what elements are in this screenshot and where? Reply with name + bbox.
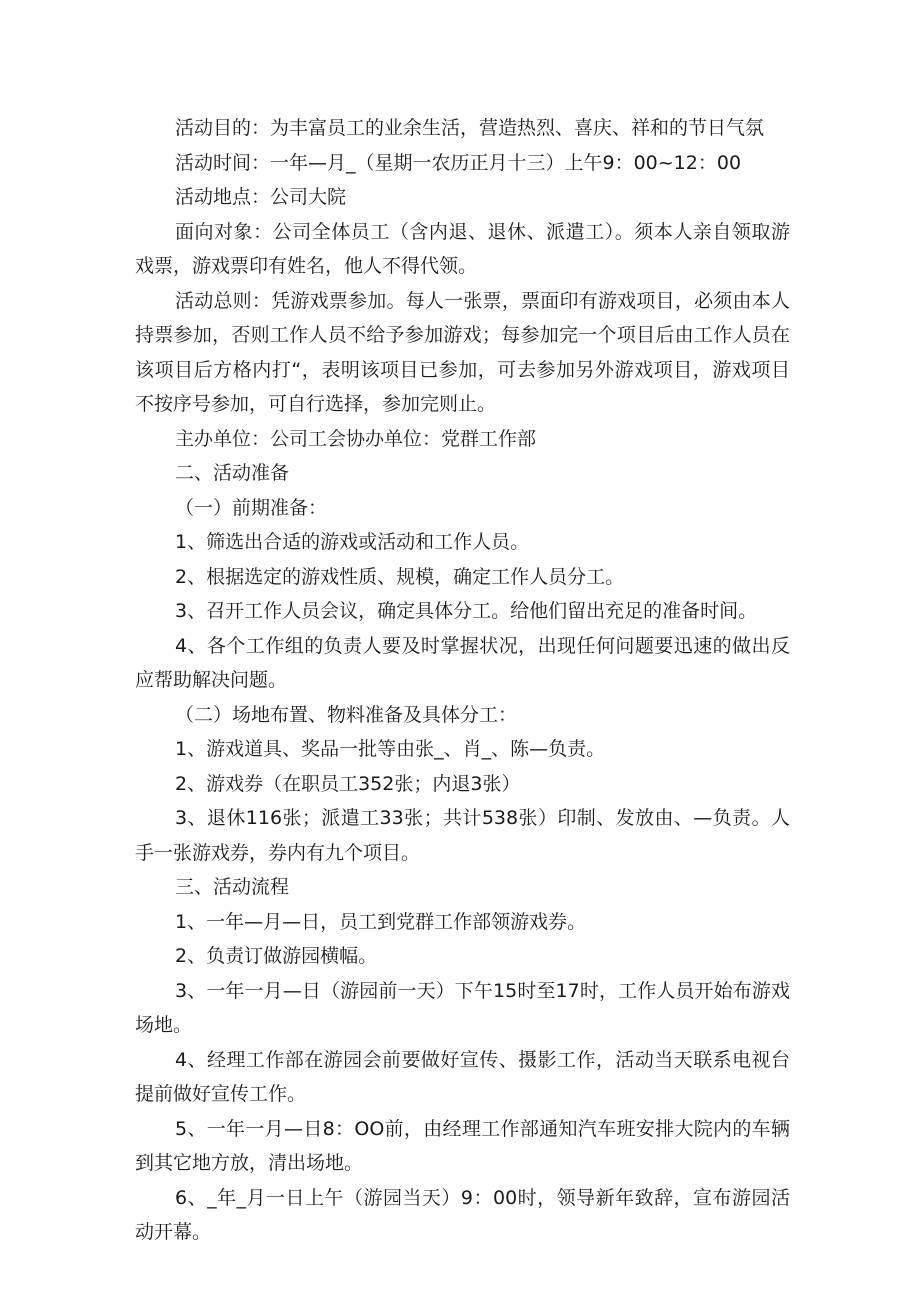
list-item: 1、游戏道具、奖品一批等由张_、肖_、陈—负责。 (175, 738, 606, 760)
paragraph-audience: 面向对象：公司全体员工（含内退、退休、派遣工）。须本人亲自领取游戏票，游戏票印有姓名，他人不得代领。 (135, 220, 790, 277)
list-item: 3、一年一月—日（游园前一天）下午15时至17时，工作人员开始布游戏场地。 (135, 979, 790, 1036)
list-item: 3、退休116张；派遣工33张；共计538张）印制、发放由、—负责。人手一张游戏券，券内有九个项目。 (135, 807, 790, 864)
list-item: 1、一年—月—日，员工到党群工作部领游戏券。 (175, 910, 587, 933)
list-item: 2、游戏券（在职员工352张；内退3张） (175, 772, 521, 795)
list-item: 2、根据选定的游戏性质、规模，确定工作人员分工。 (175, 565, 625, 588)
paragraph-location: 活动地点：公司大院 (175, 186, 347, 208)
list-item: 2、负责订做游园横幅。 (175, 945, 378, 967)
document-body (135, 111, 790, 1250)
section-heading-preparation: 二、活动准备 (175, 462, 290, 484)
list-item: 5、一年一月—日8：OO前，由经理工作部通知汽车班安排大院内的车辆到其它地方放，清出场地。 (135, 1117, 790, 1174)
list-item: 1、筛选出合适的游戏或活动和工作人员。 (175, 531, 530, 553)
paragraph-purpose: 活动目的：为丰富员工的业余生活，营造热烈、喜庆、祥和的节日气氛 (175, 117, 765, 139)
list-item: 3、召开工作人员会议，确定具体分工。给他们留出充足的准备时间。 (175, 600, 758, 622)
list-item: 6、_年_月一日上午（游园当天）9：00时，领导新年致辞，宣布游园活动开幕。 (135, 1186, 790, 1243)
list-item: 4、经理工作部在游园会前要做好宣传、摄影工作，活动当天联系电视台提前做好宣传工作。 (135, 1048, 790, 1105)
list-item: 4、各个工作组的负责人要及时掌握状况，出现任何问题要迅速的做出反应帮助解决问题。 (135, 634, 790, 691)
paragraph-time: 活动时间：一年—月_（星期一农历正月十三）上午9：00~12：00 (175, 151, 742, 174)
subsection-heading-early-prep: （一）前期准备： (175, 496, 328, 519)
subsection-heading-venue: （二）场地布置、物料准备及具体分工： (175, 703, 518, 726)
section-heading-process: 三、活动流程 (175, 876, 290, 898)
paragraph-rules: 活动总则：凭游戏票参加。每人一张票，票面印有游戏项目，必须由本人持票参加，否则工作人员不给予参加游戏；每参加完一个项目后由工作人员在该项目后方格内打“，表明该项目已参加，可去参加另外游戏项目，游戏项目不按序号参加，可自行选择，参加完则止。 (135, 289, 790, 415)
paragraph-organizers: 主办单位：公司工会协办单位：党群工作部 (175, 427, 537, 450)
